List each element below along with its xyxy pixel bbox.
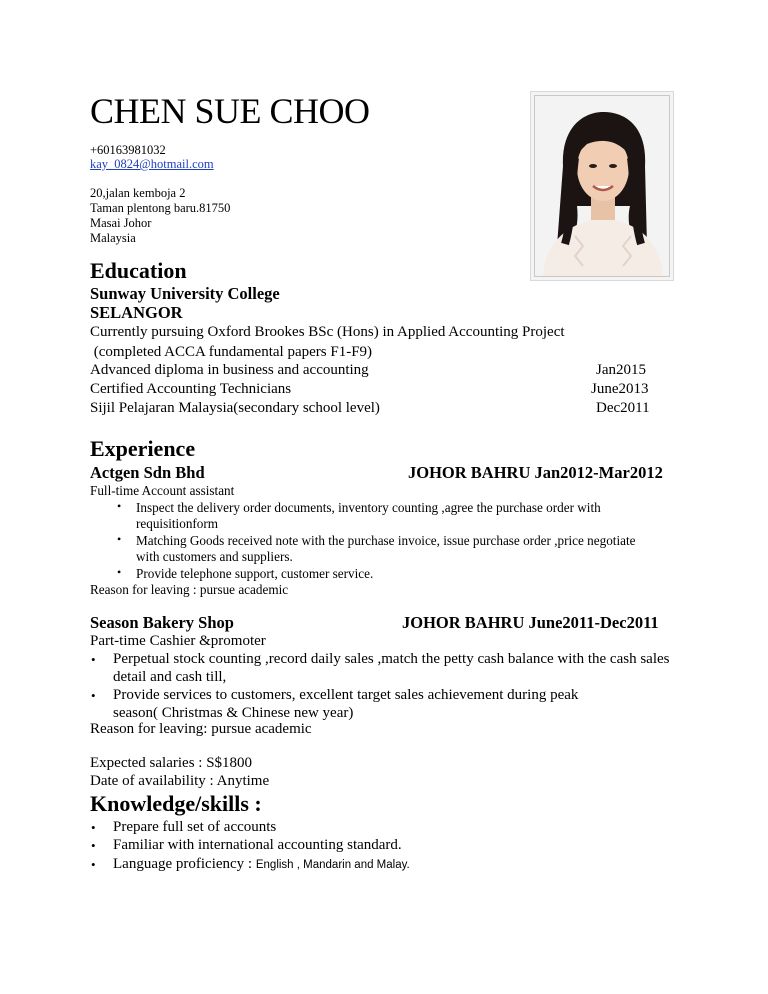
job-role: Full-time Account assistant xyxy=(90,483,235,498)
job-bullet-text: detail and cash till, xyxy=(113,669,227,685)
bullet-icon: • xyxy=(91,688,96,703)
education-item-label: Advanced diploma in business and accounting xyxy=(90,362,369,378)
job-bullet-text: Provide services to customers, excellent target sales achievement during peak xyxy=(113,687,579,703)
education-item-date: June2013 xyxy=(591,381,649,397)
skill-languages: English , Mandarin and Malay. xyxy=(255,859,410,871)
candidate-name: CHEN SUE CHOO xyxy=(90,91,370,131)
education-state: SELANGOR xyxy=(90,303,183,322)
skill-item xyxy=(113,856,410,873)
bullet-icon: • xyxy=(117,565,122,579)
job-bullet-text: Inspect the delivery order documents, inventory counting ,agree the purchase order with xyxy=(136,500,601,515)
job-company: Season Bakery Shop xyxy=(90,613,234,632)
skills-heading: Knowledge/skills : xyxy=(90,791,262,816)
education-heading: Education xyxy=(90,258,187,283)
job-location-dates: JOHOR BAHRU June2011-Dec2011 xyxy=(402,613,659,632)
skill-item: Familiar with international accounting standard. xyxy=(113,837,402,853)
education-item-label: Sijil Pelajaran Malaysia(secondary school level) xyxy=(90,400,380,416)
bullet-icon: • xyxy=(91,857,96,872)
portrait-image xyxy=(535,96,669,276)
bullet-icon: • xyxy=(91,838,96,853)
address-line-1: 20,jalan kemboja 2 xyxy=(90,186,186,200)
education-item-date: Dec2011 xyxy=(596,400,650,416)
bullet-icon: • xyxy=(91,820,96,835)
job-company: Actgen Sdn Bhd xyxy=(90,463,205,482)
skill-item: Prepare full set of accounts xyxy=(113,819,277,835)
job-bullet-text: Matching Goods received note with the purchase invoice, issue purchase order ,price negotiate xyxy=(136,533,636,548)
education-school: Sunway University College xyxy=(90,284,280,303)
bullet-icon: • xyxy=(117,532,122,546)
job-bullet-text: requisitionform xyxy=(136,516,219,531)
address-line-3: Masai Johor xyxy=(90,216,152,230)
job-location-dates: JOHOR BAHRU Jan2012-Mar2012 xyxy=(408,463,663,482)
job-reason: Reason for leaving : pursue academic xyxy=(90,582,289,597)
education-item-date: Jan2015 xyxy=(596,362,646,378)
expected-salary: Expected salaries : S$1800 xyxy=(90,755,253,771)
education-line-2: (completed ACCA fundamental papers F1-F9) xyxy=(90,344,373,360)
bullet-icon: • xyxy=(117,499,122,513)
job-bullet-text: with customers and suppliers. xyxy=(136,549,293,564)
phone-number: +60163981032 xyxy=(90,143,166,157)
job-role: Part-time Cashier &promoter xyxy=(90,633,266,649)
availability-date: Date of availability : Anytime xyxy=(90,773,270,789)
address-line-2: Taman plentong baru.81750 xyxy=(90,201,231,215)
job-bullet-text: season( Christmas & Chinese new year) xyxy=(113,705,354,721)
education-item-label: Certified Accounting Technicians xyxy=(90,381,292,397)
email-link[interactable]: kay_0824@hotmail.com xyxy=(90,157,214,171)
profile-photo xyxy=(534,95,670,277)
bullet-icon: • xyxy=(91,652,96,667)
job-reason: Reason for leaving: pursue academic xyxy=(90,721,312,737)
job-bullet-text: Provide telephone support, customer service. xyxy=(136,566,374,581)
job-bullet-text: Perpetual stock counting ,record daily sales ,match the petty cash balance with the cash sales xyxy=(113,651,670,667)
education-line-1: Currently pursuing Oxford Brookes BSc (Hons) in Applied Accounting Project xyxy=(90,324,565,340)
address-line-4: Malaysia xyxy=(90,231,136,245)
skill-label: Language proficiency : xyxy=(113,856,256,872)
experience-heading: Experience xyxy=(90,436,196,461)
